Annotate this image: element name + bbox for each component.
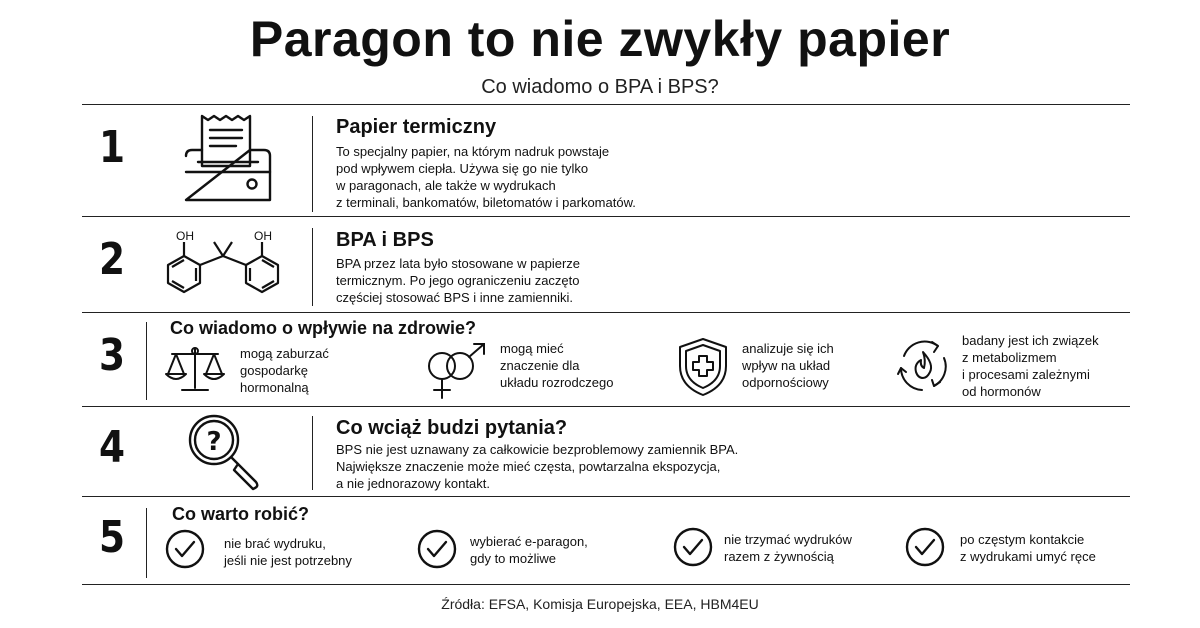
effect-item-text: mogą zaburzać gospodarkę hormonalną [240,346,329,395]
column-divider [312,416,313,490]
gender-symbols-icon [420,340,490,402]
section-number: 3 [98,330,126,381]
column-divider [146,322,147,400]
tip-item-text: nie trzymać wydruków razem z żywnością [724,532,852,564]
check-circle-icon [164,528,206,570]
chem-label: OH [254,229,272,243]
effect-item-text: mogą mieć znaczenie dla układu rozrodczego [500,341,614,390]
check-circle-icon [416,528,458,570]
section-number: 2 [98,234,126,285]
chem-label: OH [176,229,194,243]
effect-item-text: analizuje się ich wpływ na układ odpornościowy [742,341,834,390]
sources-footer: Źródła: EFSA, Komisja Europejska, EEA, HBM4EU [441,596,759,612]
section-text: To specjalny papier, na którym nadruk powstaje pod wpływem ciepła. Używa się go nie tylko w paragonach, ale także w wydrukach z terminali, bankomatów, biletomatów i parkomatów. [336,144,636,210]
receipt-printer-icon [178,112,278,206]
chemical-structure-icon [160,226,288,302]
section-heading: Co wiadomo o wpływie na zdrowie? [170,318,477,338]
section-heading: BPA i BPS [336,229,434,251]
tip-item-text: nie brać wydruku, jeśli nie jest potrzebny [224,536,352,568]
page-subtitle: Co wiadomo o BPA i BPS? [481,76,719,98]
check-circle-icon [904,526,946,568]
magnifier-question-icon [182,412,264,492]
section-number: 1 [98,122,126,173]
divider [82,584,1130,585]
section-number: 5 [98,512,126,563]
tip-item-text: po częstym kontakcie z wydrukami umyć ręce [960,532,1096,564]
scales-icon [164,344,226,396]
metabolism-cycle-icon [894,336,952,394]
shield-cross-icon [676,336,730,398]
check-circle-icon [672,526,714,568]
column-divider [312,228,313,306]
column-divider [312,116,313,212]
section-text: BPS nie jest uznawany za całkowicie bezproblemowy zamiennik BPA. Największe znaczenie może mieć częsta, powtarzalna ekspozycja, a nie jednorazowy kontakt. [336,442,739,491]
divider [82,104,1130,105]
question-mark-glyph: ? [206,427,222,457]
section-number: 4 [98,422,126,473]
section-heading: Papier termiczny [336,116,497,138]
page-title: Paragon to nie zwykły papier [249,11,951,67]
tip-item-text: wybierać e-paragon, gdy to możliwe [470,534,588,566]
divider [82,496,1130,497]
section-heading: Co wciąż budzi pytania? [336,417,568,439]
divider [82,406,1130,407]
section-text: BPA przez lata było stosowane w papierze termicznym. Po jego ograniczeniu zaczęto częściej stosować BPS i inne zamienniki. [336,256,581,305]
section-heading: Co warto robić? [172,504,310,524]
divider [82,312,1130,313]
column-divider [146,508,147,578]
divider [82,216,1130,217]
effect-item-text: badany jest ich związek z metabolizmem i procesami zależnymi od hormonów [962,333,1099,399]
